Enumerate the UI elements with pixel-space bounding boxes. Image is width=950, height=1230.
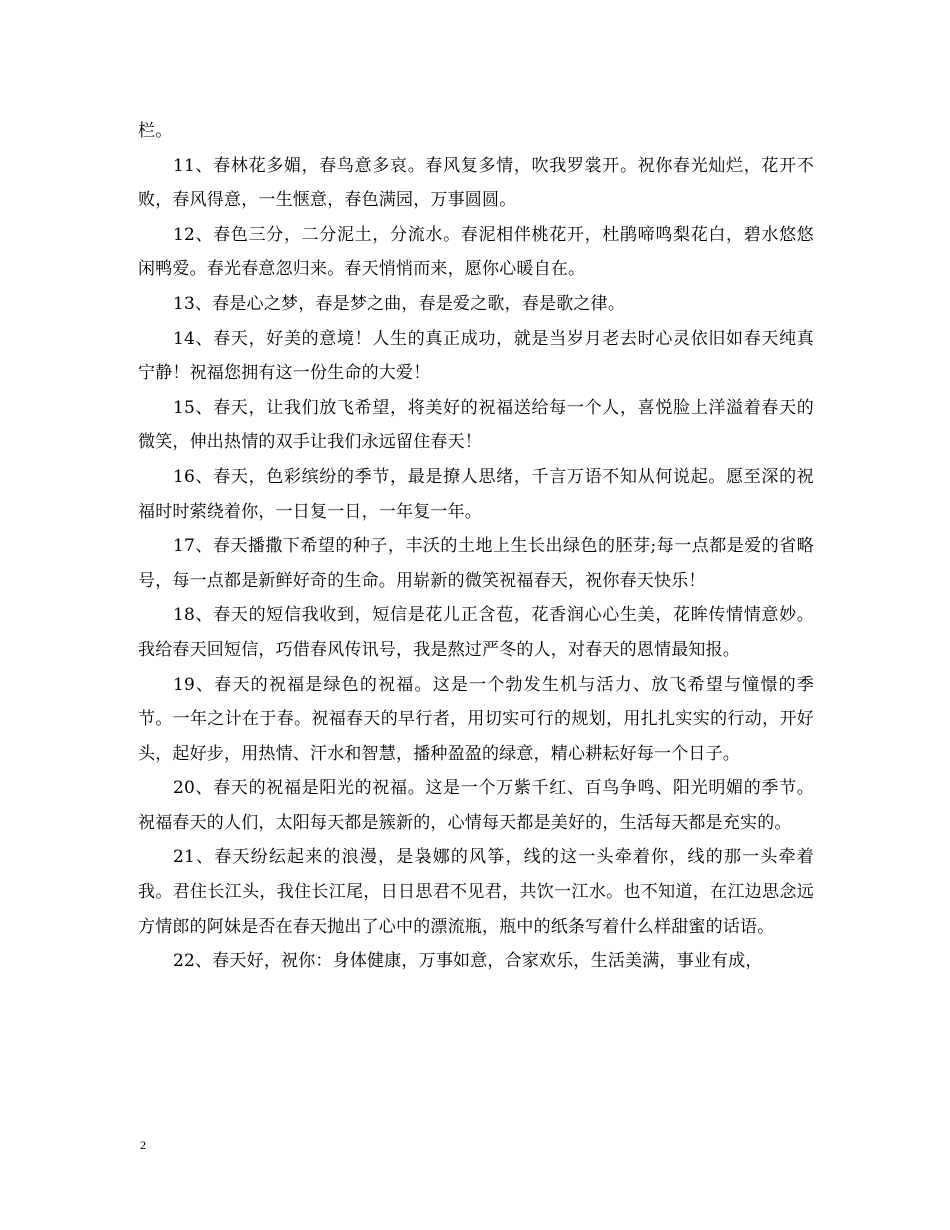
paragraph-item-11: 11、春林花多媚，春鸟意多哀。春风复多情，吹我罗裳开。祝你春光灿烂，花开不败，春风得意，一生惬意，春色满园，万事圆圆。 bbox=[138, 155, 814, 211]
paragraph-item-15: 15、春天，让我们放飞希望，将美好的祝福送给每一个人，喜悦脸上洋溢着春天的微笑，伸出热情的双手让我们永远留住春天！ bbox=[138, 397, 814, 453]
paragraph-item-20: 20、春天的祝福是阳光的祝福。这是一个万紫千红、百鸟争鸣、阳光明媚的季节。祝福春天的人们，太阳每天都是簇新的，心情每天都是美好的，生活每天都是充实的。 bbox=[138, 778, 814, 833]
page-number: 2 bbox=[140, 1138, 146, 1152]
paragraph-item-18: 18、春天的短信我收到，短信是花儿正含苞，花香润心心生美，花眸传情情意妙。我给春天回短信，巧借春风传讯号，我是熬过严冬的人，对春天的恩情最知报。 bbox=[138, 605, 814, 660]
paragraph-item-21: 21、春天纷纭起来的浪漫，是袅娜的风筝，线的这一头牵着你，线的那一头牵着我。君住长江头，我住长江尾，日日思君不见君，共饮一江水。也不知道，在江边思念远方情郎的阿妹是否在春天抛出了心中的漂流瓶，瓶中的纸条写着什么样甜蜜的话语。 bbox=[138, 847, 814, 937]
paragraph-item-14: 14、春天，好美的意境！人生的真正成功，就是当岁月老去时心灵依旧如春天纯真宁静！祝福您拥有这一份生命的大爱！ bbox=[138, 328, 814, 384]
paragraph-item-22: 22、春天好，祝你：身体健康，万事如意，合家欢乐，生活美满，事业有成， bbox=[173, 951, 763, 972]
paragraph-item-13: 13、春是心之梦，春是梦之曲，春是爱之歌，春是歌之律。 bbox=[173, 293, 626, 314]
document-body bbox=[138, 114, 814, 979]
paragraph-item-19: 19、春天的祝福是绿色的祝福。这是一个勃发生机与活力、放飞希望与憧憬的季节。一年之计在于春。祝福春天的早行者，用切实可行的规划，用扎扎实实的行动，开好头，起好步，用热情、汗水和智慧，播种盈盈的绿意，精心耕耘好每一个日子。 bbox=[138, 674, 814, 764]
paragraph-item-17: 17、春天播撒下希望的种子，丰沃的土地上生长出绿色的胚芽;每一点都是爱的省略号，每一点都是新鲜好奇的生命。用崭新的微笑祝福春天，祝你春天快乐！ bbox=[138, 536, 814, 591]
paragraph-continuation: 栏。 bbox=[138, 121, 173, 141]
paragraph-item-16: 16、春天，色彩缤纷的季节，最是撩人思绪，千言万语不知从何说起。愿至深的祝福时时萦绕着你，一日复一日，一年复一年。 bbox=[138, 466, 814, 522]
paragraph-item-12: 12、春色三分，二分泥土，分流水。春泥相伴桃花开，杜鹃啼鸣梨花白，碧水悠悠闲鸭爱。春光春意忽归来。春天悄悄而来，愿你心暖自在。 bbox=[138, 224, 814, 280]
